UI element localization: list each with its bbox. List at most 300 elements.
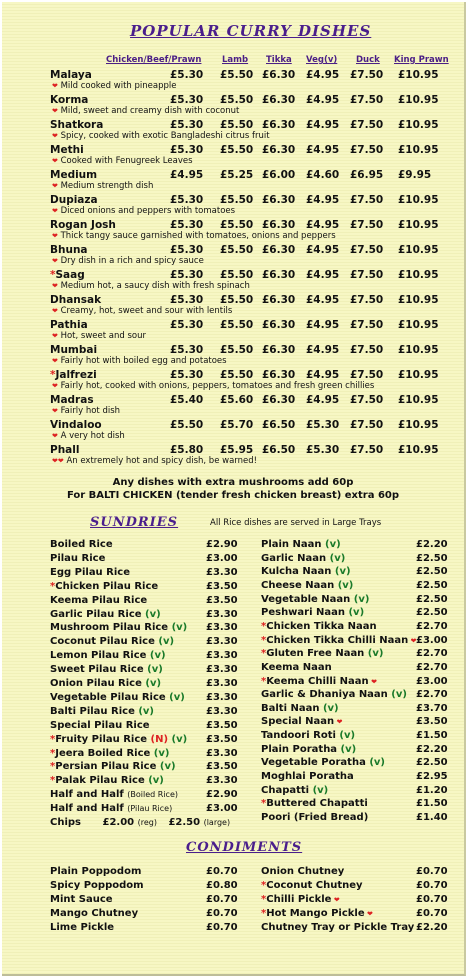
item-name: Jeera Boiled Rice — [55, 747, 151, 759]
dish-name — [50, 69, 92, 81]
dish-price: £10.95 — [398, 94, 439, 106]
signature-star-icon: * — [50, 733, 56, 745]
chili-icon: ❤ — [52, 307, 58, 315]
dish-price: £10.95 — [398, 144, 439, 156]
rice-item — [50, 636, 174, 647]
dish-price: £10.95 — [398, 219, 439, 231]
dish-price: £5.30 — [170, 319, 204, 331]
dish-description — [52, 131, 270, 141]
dish-price: £10.95 — [398, 119, 439, 131]
item-price: £1.40 — [416, 812, 448, 823]
dish-description-text: Fairly hot with boiled egg and potatoes — [60, 356, 227, 366]
dish-description-text: Creamy, hot, sweet and sour with lentils — [60, 306, 233, 316]
dish-price: £9.95 — [398, 169, 432, 181]
dish-description — [52, 306, 232, 316]
sundries-subtitle: All Rice dishes are served in Large Trays — [210, 518, 382, 528]
dish-price: £4.60 — [306, 169, 340, 181]
dish-price: £6.30 — [262, 144, 296, 156]
dish-description-text: Cooked with Fenugreek Leaves — [60, 156, 193, 166]
item-price: £0.70 — [206, 922, 238, 933]
dish-price: £4.95 — [306, 394, 340, 406]
item-name: Kulcha Naan — [261, 566, 332, 578]
dish-description — [52, 331, 146, 341]
chili-icon: ❤ — [52, 332, 58, 340]
condiment-item — [261, 880, 363, 891]
dish-price: £4.95 — [306, 294, 340, 306]
item-price: £1.50 — [416, 798, 448, 810]
chips-reg-label: (reg) — [137, 818, 157, 827]
dish-description — [52, 456, 257, 466]
condiment-item — [261, 894, 340, 905]
vegetarian-marker: (v) — [334, 566, 351, 578]
vegetarian-marker: (v) — [147, 664, 163, 676]
dish-name — [50, 244, 88, 256]
dish-price: £10.95 — [398, 269, 439, 281]
bread-item — [261, 662, 332, 673]
item-price: £2.90 — [206, 789, 238, 801]
item-name: Chicken Tikka Chilli Naan — [266, 634, 409, 646]
bread-item — [261, 785, 328, 796]
vegetarian-marker: (v) — [312, 784, 329, 796]
vegetarian-marker: (v) — [340, 743, 357, 755]
dish-row — [2, 269, 464, 294]
curry-section-title: POPULAR CURRY DISHES — [130, 22, 372, 40]
item-name: Buttered Chapatti — [266, 798, 368, 810]
item-price: £3.50 — [206, 594, 238, 606]
dish-name — [50, 319, 88, 331]
dish-price: £5.50 — [220, 69, 254, 81]
item-price: £2.50 — [416, 757, 448, 769]
item-price: £3.00 — [206, 803, 238, 815]
item-name: Chapatti — [261, 784, 310, 796]
item-price: £3.70 — [416, 702, 448, 714]
sundries-section-title: SUNDRIES — [90, 515, 179, 530]
header-chicken: Chicken/Beef/Prawn — [106, 55, 202, 65]
dish-price: £5.30 — [170, 119, 204, 131]
signature-star-icon: * — [261, 648, 267, 660]
dish-price: £4.95 — [306, 194, 340, 206]
item-name: Plain Naan — [261, 539, 322, 550]
chili-icon: ❤ — [52, 207, 58, 215]
chili-icon: ❤ — [408, 636, 417, 645]
dish-price: £5.50 — [220, 194, 254, 206]
item-name: Coconut Chutney — [266, 880, 363, 891]
item-price: £1.20 — [416, 784, 448, 796]
condiment-item — [261, 908, 373, 919]
item-price: £3.00 — [206, 552, 238, 564]
signature-star-icon: * — [50, 747, 56, 759]
dish-price: £5.30 — [170, 294, 204, 306]
dish-row — [2, 94, 464, 119]
dish-price: £6.50 — [262, 444, 296, 456]
dish-row — [2, 394, 464, 419]
bread-item — [261, 621, 377, 632]
dish-name-text: Medium — [50, 169, 98, 181]
dish-price: £5.50 — [220, 144, 254, 156]
dish-description-text: Dry dish in a rich and spicy sauce — [60, 256, 204, 266]
signature-star-icon: * — [50, 369, 56, 381]
item-name: Garlic Naan — [261, 552, 327, 564]
dish-price: £6.30 — [262, 319, 296, 331]
bread-item — [261, 771, 354, 782]
item-name: Special Naan — [261, 716, 335, 728]
dish-price: £6.30 — [262, 369, 296, 381]
item-name: Tandoori Roti — [261, 730, 336, 742]
dish-price: £4.95 — [306, 144, 340, 156]
bread-item — [261, 744, 356, 755]
signature-star-icon: * — [261, 634, 267, 646]
dish-price: £6.30 — [262, 394, 296, 406]
item-price: £0.70 — [206, 866, 238, 877]
signature-star-icon: * — [50, 761, 56, 773]
chili-icon: ❤ — [52, 432, 58, 440]
item-name: Half and Half — [50, 789, 124, 801]
item-name: Boiled Rice — [50, 539, 113, 550]
dish-price: £6.30 — [262, 119, 296, 131]
item-price: £3.30 — [206, 664, 238, 676]
item-price: £2.90 — [206, 539, 238, 550]
item-price: £3.30 — [206, 678, 238, 689]
header-duck: Duck — [356, 55, 380, 65]
vegetarian-marker: (v) — [149, 650, 166, 662]
rice-item — [50, 775, 164, 786]
dish-name — [50, 169, 97, 181]
dish-price: £7.50 — [350, 444, 384, 456]
dish-name-text: Malaya — [50, 69, 92, 81]
bread-item — [261, 730, 355, 741]
item-price: £2.20 — [416, 922, 448, 933]
dish-price: £6.30 — [262, 244, 296, 256]
item-name: Cheese Naan — [261, 579, 335, 591]
vegetarian-marker: (v) — [391, 689, 407, 701]
chili-icon: ❤ — [52, 407, 58, 415]
item-price: £0.80 — [206, 880, 238, 891]
dish-price: £5.30 — [170, 94, 204, 106]
item-price: £0.70 — [416, 894, 448, 905]
dish-price: £5.50 — [220, 319, 254, 331]
dish-price: £4.95 — [306, 319, 340, 331]
item-name: Chicken Pilau Rice — [55, 580, 159, 592]
item-name: Half and Half — [50, 803, 124, 815]
dish-name — [50, 294, 101, 306]
dish-price: £7.50 — [350, 344, 384, 356]
dish-row — [2, 219, 464, 244]
dish-price: £10.95 — [398, 194, 439, 206]
condiment-item — [50, 908, 138, 919]
bread-item — [261, 539, 341, 550]
dish-price: £6.30 — [262, 94, 296, 106]
vegetarian-marker: (v) — [171, 622, 188, 634]
dish-description-text: A very hot dish — [60, 431, 125, 441]
dish-price: £7.50 — [350, 294, 384, 306]
item-price: £3.30 — [206, 691, 238, 703]
item-name: Chilli Pickle — [266, 894, 332, 905]
dish-price: £5.30 — [170, 269, 204, 281]
dish-price: £6.30 — [262, 69, 296, 81]
item-name: Chicken Tikka Naan — [266, 620, 377, 632]
dish-price: £7.50 — [350, 69, 384, 81]
item-price: £3.50 — [206, 761, 238, 773]
dish-name — [50, 419, 102, 431]
dish-price: £5.50 — [220, 344, 254, 356]
bread-item — [261, 716, 342, 727]
dish-price: £6.30 — [262, 194, 296, 206]
dish-price: £4.95 — [170, 169, 204, 181]
dish-price: £10.95 — [398, 444, 439, 456]
vegetarian-marker: (v) — [353, 593, 370, 605]
rice-item — [50, 539, 113, 550]
dish-price: £7.50 — [350, 419, 384, 431]
dish-price: £5.30 — [170, 69, 204, 81]
item-note: (Pilau Rice) — [127, 804, 173, 814]
header-lamb: Lamb — [222, 55, 249, 65]
chips-large-price: £2.50 — [168, 817, 201, 828]
vegetarian-marker: (v) — [148, 775, 164, 787]
item-name: Balti Naan — [261, 702, 320, 714]
bread-item — [261, 553, 345, 564]
dish-price: £7.50 — [350, 194, 384, 206]
condiment-item — [50, 866, 141, 877]
dish-price: £10.95 — [398, 319, 439, 331]
item-name: Garlic Pilau Rice — [50, 608, 142, 620]
dish-price: £7.50 — [350, 394, 384, 406]
item-price: £3.30 — [206, 566, 238, 578]
item-price: £2.20 — [416, 539, 448, 550]
dish-row — [2, 144, 464, 169]
dish-row — [2, 419, 464, 444]
dish-description — [52, 381, 374, 391]
chili-icon: ❤ — [52, 132, 58, 140]
dish-description — [52, 81, 176, 91]
dish-price: £6.30 — [262, 219, 296, 231]
dish-price: £5.30 — [170, 194, 204, 206]
item-name: Gluten Free Naan — [266, 648, 365, 660]
signature-star-icon: * — [261, 908, 267, 919]
chili-icon: ❤ — [52, 232, 58, 240]
condiment-item — [50, 880, 144, 891]
dish-name-text: Saag — [55, 269, 85, 281]
item-price: £2.95 — [416, 771, 448, 783]
dish-description — [52, 206, 235, 216]
chili-icon: ❤ — [334, 718, 343, 727]
dish-description — [52, 256, 204, 266]
vegetarian-marker: (v) — [153, 747, 170, 759]
item-name: Hot Mango Pickle — [266, 908, 365, 919]
header-veg: Veg(v) — [306, 55, 338, 65]
dish-description-text: Fairly hot dish — [60, 406, 121, 416]
dish-description-text: An extremely hot and spicy dish, be warned! — [66, 456, 258, 466]
signature-star-icon: * — [261, 894, 267, 905]
item-price: £2.50 — [416, 579, 448, 591]
condiment-item — [261, 922, 414, 933]
dish-row — [2, 444, 464, 469]
dish-price: £4.95 — [306, 369, 340, 381]
item-name: Vegetable Poratha — [261, 757, 366, 769]
item-price: £2.70 — [416, 661, 448, 673]
dish-price: £5.80 — [170, 444, 204, 456]
item-name: Mango Chutney — [50, 908, 139, 919]
bread-item — [261, 635, 417, 646]
item-price: £2.50 — [416, 607, 448, 619]
chili-icon: ❤ — [52, 107, 58, 115]
dish-price: £5.70 — [220, 419, 254, 431]
dish-row — [2, 119, 464, 144]
bread-item — [261, 812, 368, 823]
dish-price: £7.50 — [350, 94, 384, 106]
item-price: £3.50 — [206, 733, 238, 745]
dish-description — [52, 431, 125, 441]
rice-item — [50, 609, 161, 620]
dish-description — [52, 406, 120, 416]
dish-description — [52, 356, 227, 366]
chips-reg-price: £2.00 — [102, 817, 135, 828]
rice-item — [50, 664, 163, 675]
dish-price: £6.30 — [262, 269, 296, 281]
item-name: Moghlai Poratha — [261, 771, 354, 783]
header-tikka: Tikka — [266, 55, 292, 65]
dish-price: £10.95 — [398, 394, 439, 406]
item-price: £3.30 — [206, 622, 238, 634]
dish-description-text: Thick tangy sauce garnished with tomatoes, onions and peppers — [60, 231, 336, 241]
dish-name — [50, 444, 79, 456]
nut-marker: (N) — [150, 733, 169, 745]
chili-icon: ❤❤ — [52, 457, 64, 465]
dish-description — [52, 231, 336, 241]
dish-price: £5.60 — [220, 394, 254, 406]
signature-star-icon: * — [261, 798, 267, 810]
vegetarian-marker: (v) — [159, 761, 176, 773]
dish-price: £10.95 — [398, 69, 439, 81]
item-price: £2.50 — [416, 593, 448, 605]
dish-price: £5.50 — [220, 219, 254, 231]
dish-price: £7.50 — [350, 319, 384, 331]
signature-star-icon: * — [50, 775, 56, 787]
item-name: Sweet Pilau Rice — [50, 664, 144, 676]
dish-price: £6.30 — [262, 294, 296, 306]
signature-star-icon: * — [261, 675, 267, 687]
dish-name — [50, 194, 98, 206]
chili-icon: ❤ — [364, 910, 373, 918]
dish-price: £5.30 — [170, 219, 204, 231]
item-price: £3.00 — [416, 634, 448, 646]
dish-row — [2, 319, 464, 344]
item-price: £3.30 — [206, 747, 238, 759]
dish-name — [50, 344, 97, 356]
item-price: £2.50 — [416, 552, 448, 564]
dish-name-text: Madras — [50, 394, 94, 406]
item-name: Pilau Rice — [50, 552, 106, 564]
signature-star-icon: * — [50, 580, 56, 592]
bread-item — [261, 648, 383, 659]
vegetarian-marker: (v) — [158, 636, 175, 648]
item-name: Chutney Tray or Pickle Tray — [261, 922, 415, 933]
dish-row — [2, 169, 464, 194]
dish-price: £4.95 — [306, 219, 340, 231]
condiment-item — [50, 922, 114, 933]
vegetarian-marker: (v) — [348, 607, 365, 619]
signature-star-icon: * — [261, 620, 267, 632]
dish-price: £7.50 — [350, 369, 384, 381]
dish-name — [50, 119, 103, 131]
dish-price: £5.30 — [306, 419, 340, 431]
chips-name: Chips — [50, 817, 81, 828]
dish-name-text: Vindaloo — [50, 419, 102, 431]
item-name: Plain Poppodom — [50, 866, 142, 877]
dish-description-text: Mild cooked with pineapple — [60, 81, 177, 91]
item-price: £0.70 — [416, 908, 448, 919]
dish-name-text: Phall — [50, 444, 80, 456]
dish-price: £6.50 — [262, 419, 296, 431]
item-price: £0.70 — [416, 880, 448, 891]
item-name: Vegetable Naan — [261, 593, 351, 605]
rice-item — [50, 734, 187, 745]
dish-price: £10.95 — [398, 344, 439, 356]
dish-price: £5.30 — [170, 244, 204, 256]
bread-item — [261, 703, 339, 714]
vegetarian-marker: (v) — [145, 678, 162, 689]
dish-price: £7.50 — [350, 244, 384, 256]
dish-price: £5.50 — [220, 294, 254, 306]
rice-item — [50, 622, 187, 633]
item-name: Onion Chutney — [261, 866, 345, 877]
dish-description-text: Hot, sweet and sour — [60, 331, 146, 341]
item-name: Keema Chilli Naan — [266, 675, 369, 687]
vegetarian-marker: (v) — [337, 579, 354, 591]
item-price: £2.70 — [416, 648, 448, 660]
bread-item — [261, 689, 407, 700]
condiment-item — [261, 866, 344, 877]
item-name: Egg Pilau Rice — [50, 566, 130, 578]
rice-item — [50, 748, 169, 759]
vegetarian-marker: (v) — [169, 691, 185, 703]
dish-price: £10.95 — [398, 419, 439, 431]
dish-price: £5.95 — [220, 444, 254, 456]
bread-item — [261, 676, 377, 687]
item-price: £3.30 — [206, 636, 238, 648]
bread-item — [261, 798, 368, 809]
dish-row — [2, 344, 464, 369]
signature-star-icon: * — [261, 880, 267, 891]
item-name: Mint Sauce — [50, 894, 113, 905]
dish-price: £6.00 — [262, 169, 296, 181]
rice-item — [50, 567, 130, 578]
dish-name-text: Bhuna — [50, 244, 88, 256]
vegetarian-marker: (v) — [171, 733, 188, 745]
vegetarian-marker: (v) — [329, 552, 346, 564]
item-price: £2.50 — [416, 566, 448, 578]
bread-item — [261, 580, 353, 591]
dish-name-text: Methi — [50, 144, 84, 156]
rice-item — [50, 650, 166, 661]
rice-item — [50, 803, 172, 814]
rice-item — [50, 595, 147, 606]
item-price: £0.70 — [206, 908, 238, 919]
item-name: Onion Pilau Rice — [50, 678, 142, 689]
menu-page — [2, 2, 466, 976]
vegetarian-marker: (v) — [145, 608, 161, 620]
chili-icon: ❤ — [52, 182, 58, 190]
dish-price: £4.95 — [306, 94, 340, 106]
dish-price: £7.50 — [350, 219, 384, 231]
dish-row — [2, 244, 464, 269]
item-price: £2.70 — [416, 620, 448, 632]
rice-item — [50, 706, 154, 717]
chili-icon: ❤ — [52, 82, 58, 90]
dish-price: £5.30 — [170, 144, 204, 156]
dish-row — [2, 294, 464, 319]
dish-description — [52, 281, 250, 291]
rice-item — [50, 720, 150, 731]
